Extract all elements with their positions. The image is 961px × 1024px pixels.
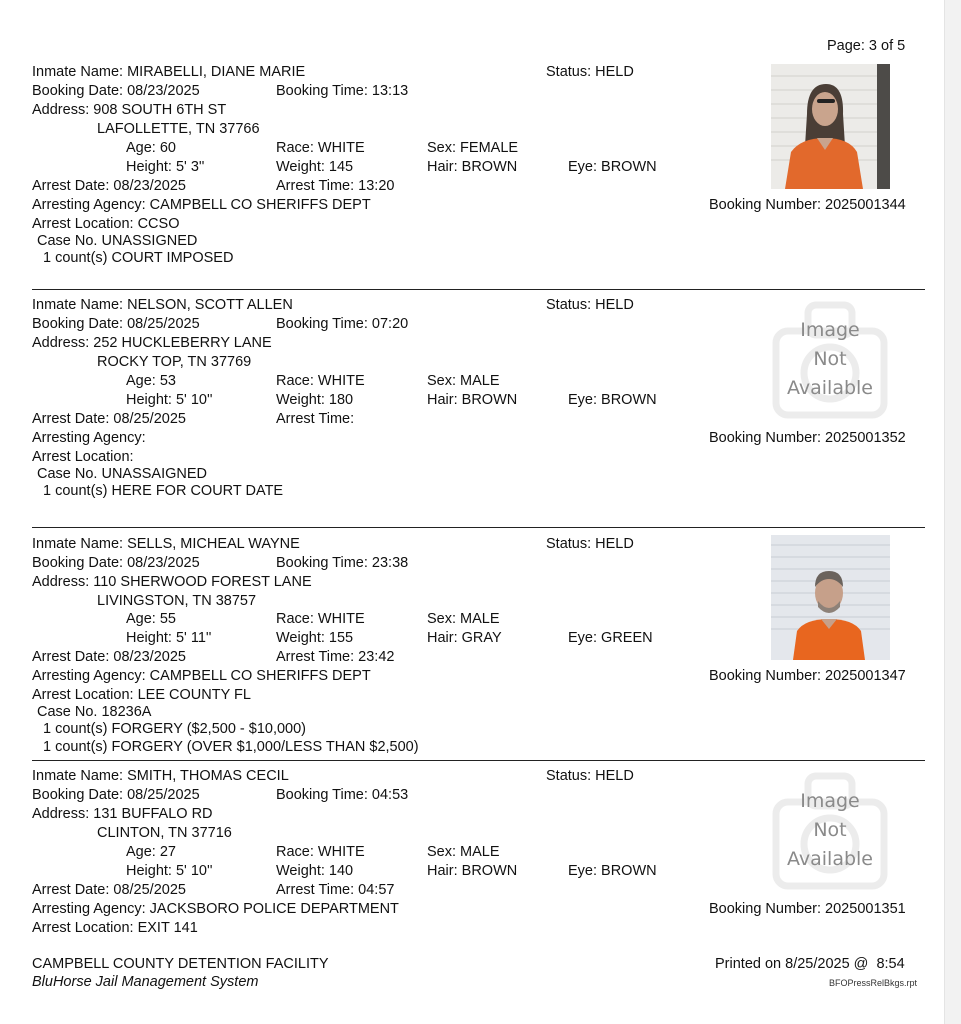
system-name: BluHorse Jail Management System xyxy=(32,974,259,990)
record-separator xyxy=(32,527,925,528)
address-line2: CLINTON, TN 37716 xyxy=(97,825,232,841)
arresting-agency: Arresting Agency: JACKSBORO POLICE DEPARTMENT xyxy=(32,901,399,917)
case-number: Case No. UNASSAIGNED xyxy=(37,466,208,482)
booking-time: Booking Time: 04:53 xyxy=(276,787,409,803)
charge: 1 count(s) HERE FOR COURT DATE xyxy=(43,483,284,499)
sex: Sex: MALE xyxy=(427,611,500,627)
booking-date: Booking Date: 08/25/2025 xyxy=(32,316,200,332)
address-line2: LIVINGSTON, TN 38757 xyxy=(97,593,257,609)
na-text-line: Not xyxy=(813,348,847,370)
charge: 1 count(s) COURT IMPOSED xyxy=(43,250,234,266)
sex: Sex: MALE xyxy=(427,373,500,389)
booking-date: Booking Date: 08/25/2025 xyxy=(32,787,200,803)
arrest-date: Arrest Date: 08/25/2025 xyxy=(32,411,186,427)
booking-time: Booking Time: 13:13 xyxy=(276,83,409,99)
record-separator xyxy=(32,760,925,761)
image-not-available xyxy=(770,297,890,422)
age: Age: 55 xyxy=(126,611,176,627)
arrest-location: Arrest Location: EXIT 141 xyxy=(32,920,198,936)
case-number: Case No. 18236A xyxy=(37,704,152,720)
race: Race: WHITE xyxy=(276,611,365,627)
na-text-line: Available xyxy=(786,848,873,870)
booking-time: Booking Time: 07:20 xyxy=(276,316,409,332)
address-line2: LAFOLLETTE, TN 37766 xyxy=(97,121,260,137)
address-line1: Address: 908 SOUTH 6TH ST xyxy=(32,102,227,118)
na-text-line: Available xyxy=(786,377,873,399)
arresting-agency: Arresting Agency: CAMPBELL CO SHERIFFS DEPT xyxy=(32,668,371,684)
arrest-time: Arrest Time: 23:42 xyxy=(276,649,395,665)
race: Race: WHITE xyxy=(276,140,365,156)
arrest-date: Arrest Date: 08/25/2025 xyxy=(32,882,186,898)
booking-date: Booking Date: 08/23/2025 xyxy=(32,555,200,571)
booking-number: Booking Number: 2025001347 xyxy=(709,668,906,684)
weight: Weight: 145 xyxy=(276,159,354,175)
height: Height: 5' 3'' xyxy=(126,159,205,175)
hair: Hair: BROWN xyxy=(427,863,518,879)
age: Age: 53 xyxy=(126,373,176,389)
na-text-line: Image xyxy=(800,319,860,341)
mugshot-photo xyxy=(771,64,890,189)
facility-name: CAMPBELL COUNTY DETENTION FACILITY xyxy=(32,956,329,972)
address-line1: Address: 131 BUFFALO RD xyxy=(32,806,213,822)
arrest-location: Arrest Location: LEE COUNTY FL xyxy=(32,687,251,703)
case-number: Case No. UNASSIGNED xyxy=(37,233,198,249)
eye: Eye: BROWN xyxy=(568,392,657,408)
na-text-line: Not xyxy=(813,819,847,841)
na-text-line: Image xyxy=(800,790,860,812)
charge: 1 count(s) FORGERY (OVER $1,000/LESS THAN $2,500) xyxy=(43,739,419,755)
sex: Sex: FEMALE xyxy=(427,140,519,156)
weight: Weight: 180 xyxy=(276,392,354,408)
sex: Sex: MALE xyxy=(427,844,500,860)
arresting-agency: Arresting Agency: CAMPBELL CO SHERIFFS DEPT xyxy=(32,197,371,213)
address-line1: Address: 110 SHERWOOD FOREST LANE xyxy=(32,574,312,590)
race: Race: WHITE xyxy=(276,844,365,860)
inmate-name: Inmate Name: MIRABELLI, DIANE MARIE xyxy=(32,64,306,80)
height: Height: 5' 11'' xyxy=(126,630,212,646)
hair: Hair: BROWN xyxy=(427,392,518,408)
mugshot-photo xyxy=(771,535,890,660)
page-edge xyxy=(944,0,961,1024)
age: Age: 27 xyxy=(126,844,176,860)
booking-number: Booking Number: 2025001344 xyxy=(709,197,906,213)
inmate-name: Inmate Name: NELSON, SCOTT ALLEN xyxy=(32,297,293,313)
arresting-agency: Arresting Agency: xyxy=(32,430,146,446)
image-not-available xyxy=(770,768,890,893)
booking-number: Booking Number: 2025001352 xyxy=(709,430,906,446)
arrest-location: Arrest Location: CCSO xyxy=(32,216,180,232)
status: Status: HELD xyxy=(546,64,634,80)
booking-time: Booking Time: 23:38 xyxy=(276,555,409,571)
arrest-time: Arrest Time: xyxy=(276,411,355,427)
arrest-time: Arrest Time: 13:20 xyxy=(276,178,395,194)
eye: Eye: BROWN xyxy=(568,159,657,175)
page-number: Page: 3 of 5 xyxy=(827,38,906,54)
inmate-name: Inmate Name: SMITH, THOMAS CECIL xyxy=(32,768,289,784)
charge: 1 count(s) FORGERY ($2,500 - $10,000) xyxy=(43,721,307,737)
inmate-name: Inmate Name: SELLS, MICHEAL WAYNE xyxy=(32,536,300,552)
age: Age: 60 xyxy=(126,140,176,156)
status: Status: HELD xyxy=(546,536,634,552)
arrest-time: Arrest Time: 04:57 xyxy=(276,882,395,898)
eye: Eye: GREEN xyxy=(568,630,653,646)
report-filename: BFOPressRelBkgs.rpt xyxy=(829,978,918,988)
address-line1: Address: 252 HUCKLEBERRY LANE xyxy=(32,335,272,351)
height: Height: 5' 10'' xyxy=(126,863,213,879)
height: Height: 5' 10'' xyxy=(126,392,213,408)
booking-date: Booking Date: 08/23/2025 xyxy=(32,83,200,99)
status: Status: HELD xyxy=(546,297,634,313)
printed-timestamp: Printed on 8/25/2025 @ 8:54 xyxy=(715,956,905,972)
weight: Weight: 155 xyxy=(276,630,354,646)
eye: Eye: BROWN xyxy=(568,863,657,879)
hair: Hair: BROWN xyxy=(427,159,518,175)
weight: Weight: 140 xyxy=(276,863,354,879)
record-separator xyxy=(32,289,925,290)
booking-number: Booking Number: 2025001351 xyxy=(709,901,906,917)
arrest-date: Arrest Date: 08/23/2025 xyxy=(32,649,186,665)
arrest-location: Arrest Location: xyxy=(32,449,134,465)
hair: Hair: GRAY xyxy=(427,630,502,646)
arrest-date: Arrest Date: 08/23/2025 xyxy=(32,178,186,194)
status: Status: HELD xyxy=(546,768,634,784)
race: Race: WHITE xyxy=(276,373,365,389)
address-line2: ROCKY TOP, TN 37769 xyxy=(97,354,252,370)
